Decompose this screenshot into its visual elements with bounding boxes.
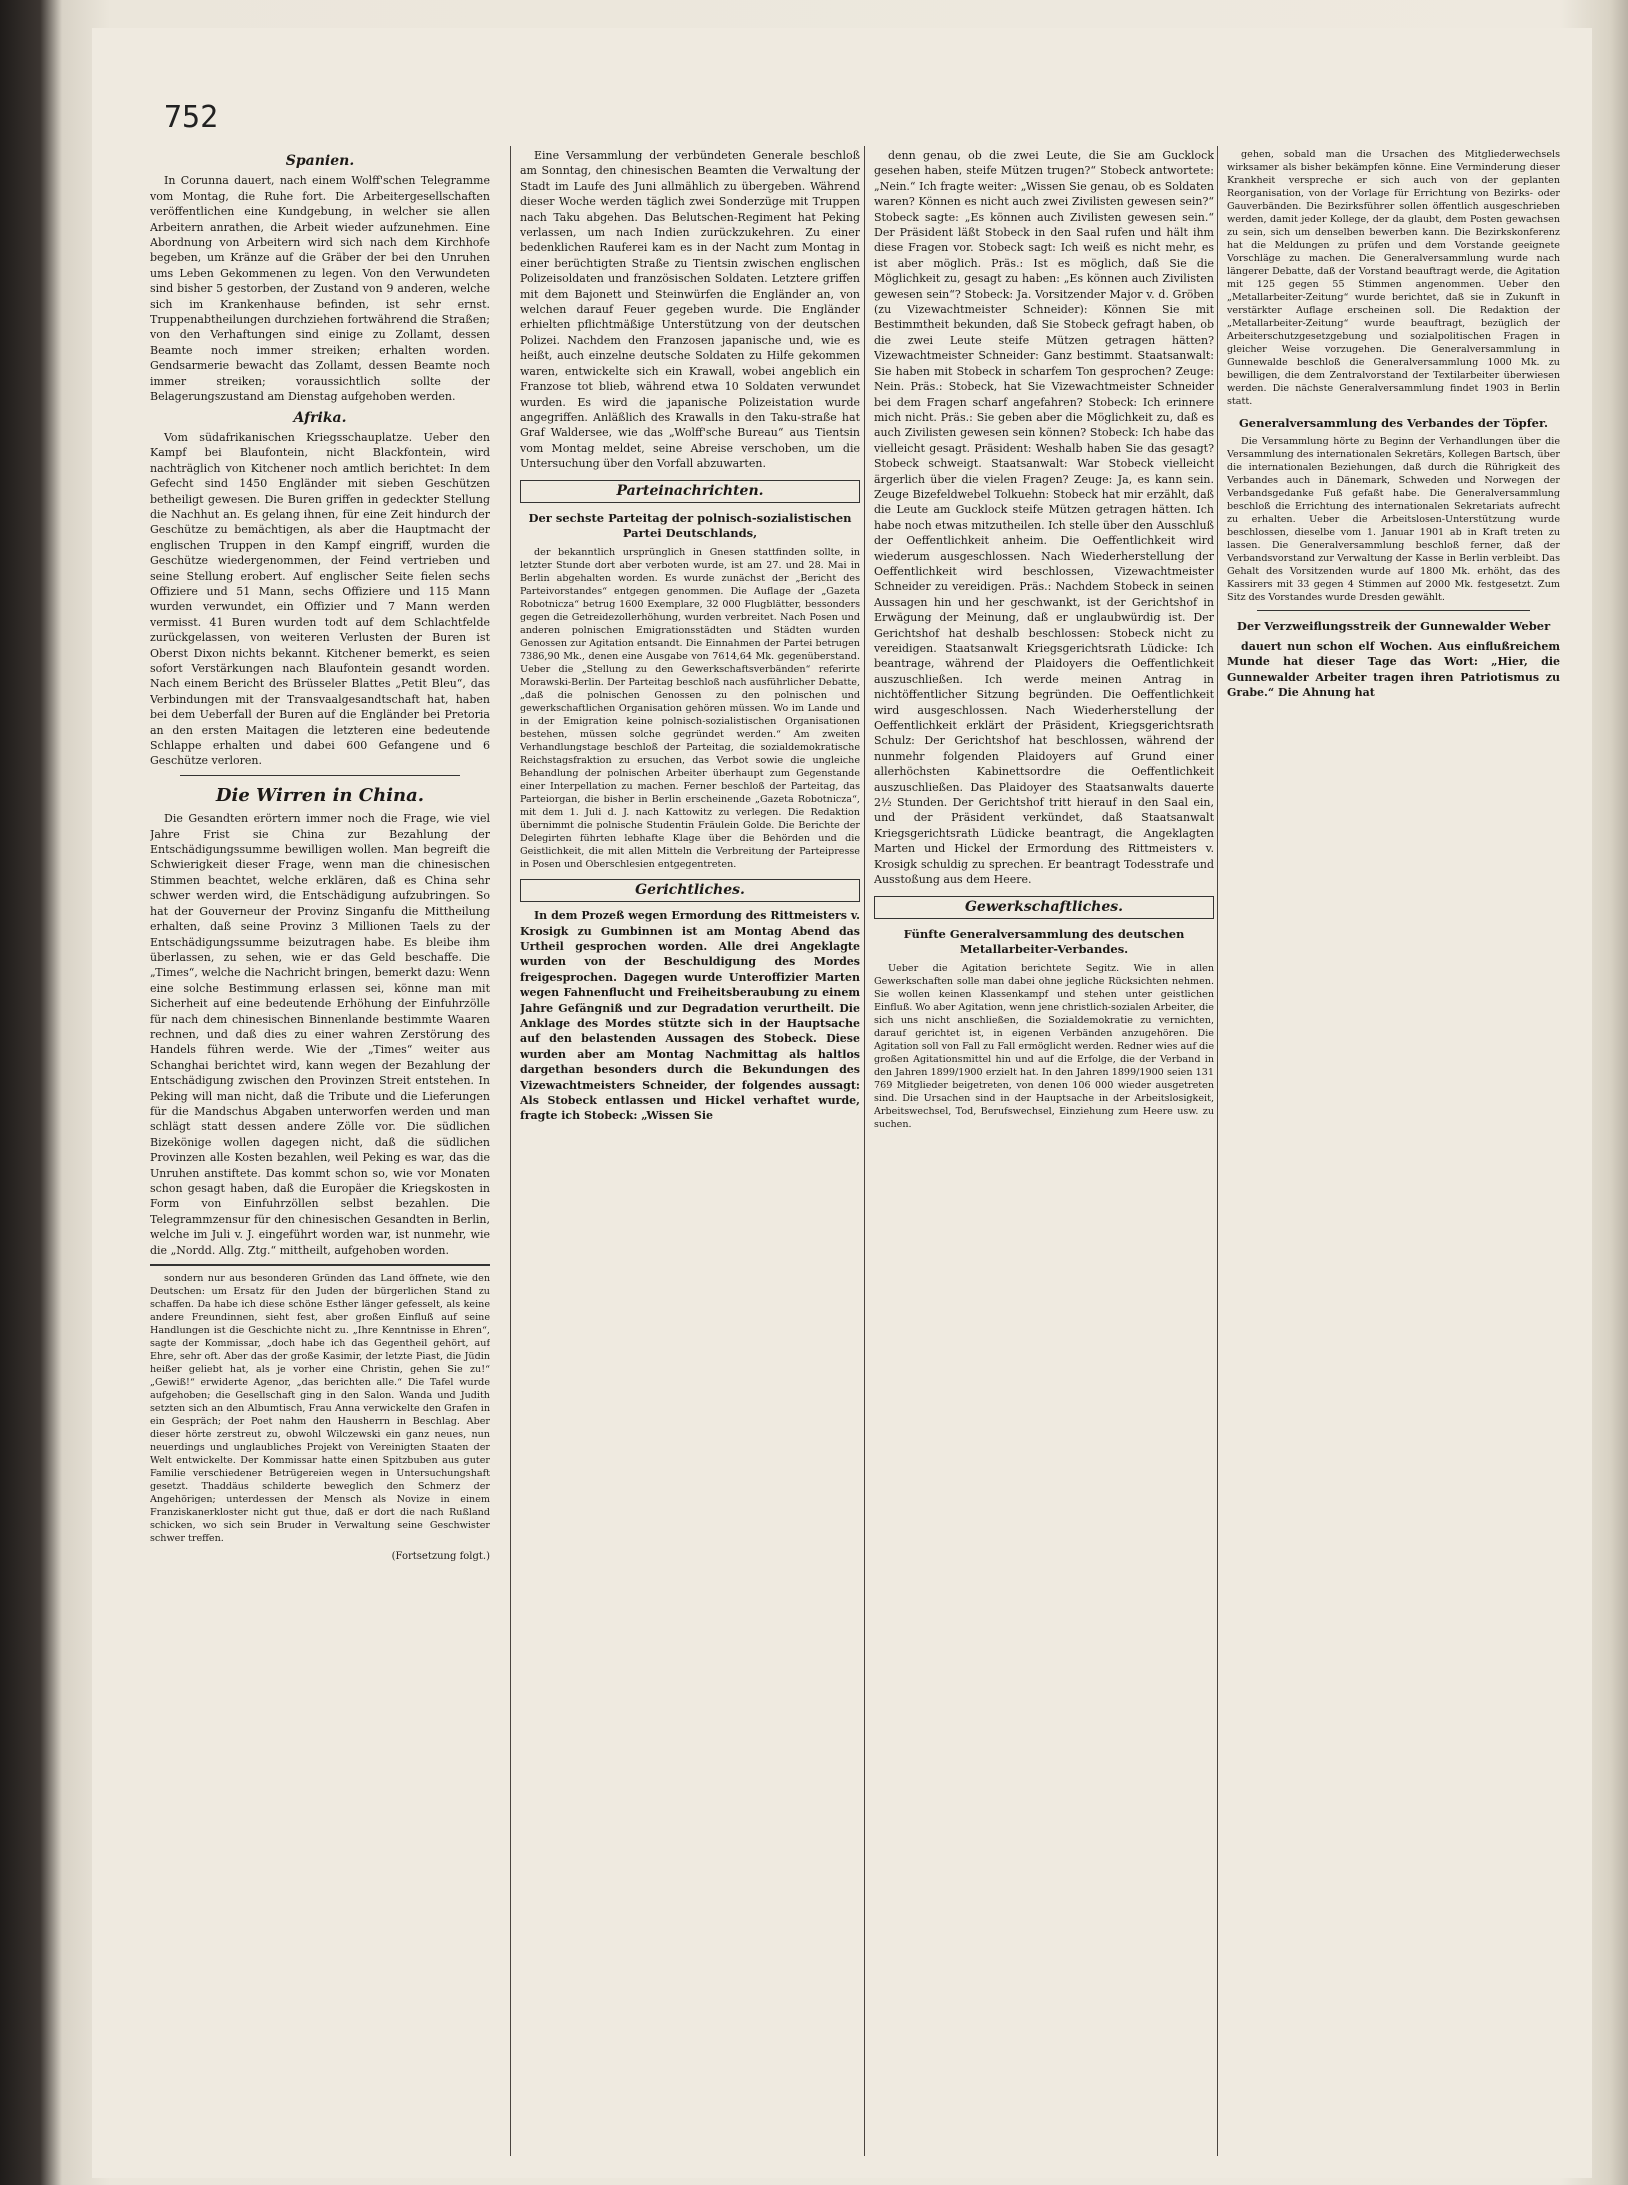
column-2 (520, 148, 860, 2168)
article-prozess-continued: denn genau, ob die zwei Leute, die Sie am Gucklock gesehen haben, steife Mützen trugen?“ Stobeck antwortete: „Nein.“ Ich fragte weiter: „Wissen Sie genau, ob es Soldaten waren? Können es nicht auch zwei Zivilisten gewesen sein?“ Stobeck sagte: „Es können auch Zivilisten gewesen sein.“ Der Präsident läßt Stobeck in den Saal rufen und hält ihm diese Fragen vor. Stobeck sagt: Ich weiß es nicht mehr, es ist aber möglich. Präs.: Ist es möglich, daß Sie die Möglichkeit zu, gesagt zu haben: „Es können auch Zivilisten gewesen sein“? Stobeck: Ja. Vorsitzender Major v. d. Gröben (zu Vizewachtmeister Schneider): Können Sie mit Bestimmtheit bekunden, daß Sie Stobeck gefragt haben, ob die zwei Leute steife Mützen getragen hätten? Vizewachtmeister Schneider: Ganz bestimmt. Staatsanwalt: Sie haben mit Stobeck in scharfem Ton gesprochen? Zeuge: Nein. Präs.: Stobeck, hat Sie Vizewachtmeister Schneider bei dem Fragen scharf angefahren? Stobeck: Ich erinnere mich nicht. Präs.: Sie geben aber die Möglichkeit zu, daß es auch Zivilisten gewesen sein können? Stobeck: Ich habe das vielleicht gesagt. Präsident: Weshalb haben Sie das gesagt? Stobeck schweigt. Staatsanwalt: War Stobeck vielleicht ärgerlich über die vielen Fragen? Zeuge: Ja, es kann sein. Zeuge Bizefeldwebel Tolkuehn: Stobeck hat mir erzählt, daß die Leute am Gucklock steife Mützen getragen hätten. Ich habe noch etwas mitzutheilen. Ich stelle über den Ausschluß der Oeffentlichkeit anheim. Die Oeffentlichkeit wird wiederum ausgeschlossen. Nach Wiederherstellung der Oeffentlichkeit wird beschlossen, Vizewachtmeister Schneider zu vereidigen. Präs.: Nachdem Stobeck in seinen Aussagen hin und her geschwankt, ist der Gerichtshof in Erwägung der Meinung, daß er unglaubwürdig ist. Der Gerichtshof hat deshalb beschlossen: Stobeck nicht zu vereidigen. Staatsanwalt Kriegsgerichtsrath Lüdicke: Ich beantrage, während der Plaidoyers die Oeffentlichkeit auszuschließen. Ich werde meinen Antrag in nichtöffentlicher Sitzung begründen. Die Oeffentlichkeit wird ausgeschlossen. Nach Wiederherstellung der Oeffentlichkeit erklärt der Präsident, Kriegsgerichtsrath Schulz: Der Gerichtshof hat beschlossen, während der nunmehr folgenden Plaidoyers auf Grund einer allerhöchsten Kabinettsordre die Oeffentlichkeit auszuschließen. Das Plaidoyer des Staatsanwalts dauerte 2½ Stunden. Der Gerichtshof tritt hierauf in den Saal ein, und der Präsident verkündet, daß Staatsanwalt Kriegsgerichtsrath Lüdicke beantragt, die Angeklagten Marten und Hickel der Ermordung des Rittmeisters v. Krosigk schuldig zu sprechen. Er beantragt Todesstrafe und Ausstoßung aus dem Heere. (874, 149, 1214, 887)
article-china: Die Gesandten erörtern immer noch die Frage, wie viel Jahre Frist sie China zur Bezahlung der Entschädigungssumme bewilligen wollen. Man begreift die Schwierigkeit dieser Frage, wenn man die chinesischen Stimmen beachtet, welche erklären, daß es China sehr schwer werden wird, die Entschädigung aufzubringen. So hat der Gouverneur der Provinz Singanfu die Mittheilung erhalten, daß seine Provinz 3 Millionen Taels zu der Entschädigungssumme beizutragen habe. Es bleibe ihm überlassen, zu sehen, wie er das Geld beschaffe. Die „Times“, welche die Nachricht bringen, bemerkt dazu: Wenn eine solche Bestimmung erlassen sei, könne man mit Sicherheit auf eine bedeutende Erhöhung der Einfuhrzölle für nach dem chinesischen Binnenlande bestimmte Waaren rechnen, und daß dies zu einer wahren Zerstörung des Handels führen werde. Wie der „Times“ weiter aus Schanghai berichtet wird, kann wegen der Bezahlung der Entschädigung zwischen den Provinzen Streit entstehen. In Peking will man nicht, daß die Tribute und die Lieferungen für die Mandschus Abgaben unterworfen werden und man schlägt statt dessen andere Zölle vor. Die südlichen Bizekönige wollen dagegen nicht, daß die südlichen Provinzen alle Kosten bezahlen, weil Peking es war, das die Unruhen anstiftete. Das kommt schon so, wie vor Monaten schon gesagt haben, daß die Europäer die Kriegskosten in Form von Einfuhrzöllen selbst bezahlen. Die Telegrammzensur für den chinesischen Gesandten in Berlin, welche im Juli v. J. eingeführt worden war, ist nunmehr, wie die „Nordd. Allg. Ztg.“ mittheilt, aufgehoben worden. (150, 812, 490, 1257)
column-3 (874, 148, 1214, 2168)
subheading-weber: Der Verzweiflungsstreik der Gunnewalder Weber (1236, 619, 1551, 634)
article-parteitag: der bekanntlich ursprünglich in Gnesen stattfinden sollte, in letzter Stunde dort aber verboten wurde, ist am 27. und 28. Mai in Berlin abgehalten worden. Es wurde zunächst der „Bericht des Parteivorstandes“ entgegen genommen. Die Auflage der „Gazeta Robotnicza“ betrug 1600 Exemplare, 32 000 Flugblätter, bessonders gegen die Getreidezollerhöhung, wurden verbreitet. Nach Posen und anderen polnischen Emigrationsstädten und Städten wurden Genossen zur Agitation entsandt. Die Einnahmen der Partei betrugen 7386,90 Mk., denen eine Ausgabe von 7614,64 Mk. gegenüberstand. Ueber die „Stellung zu den Gewerkschaftsverbänden“ referirte Morawski-Berlin. Der Parteitag beschloß nach ausführlicher Debatte, „daß die polnischen Genossen zu den polnischen und gewerkschaftlichen Organisation gehören müssen. Wo im Lande und in der Emigration keine polnisch-sozialistischen Organisationen bestehen, müssen solche gegründet werden.“ Am zweiten Verhandlungstage beschloß der Parteitag, die sozialdemokratische Reichstagsfraktion zu ersuchen, das Verbot sowie die ungleiche Behandlung der polnischen Arbeiter überhaupt zum Gegenstande einer Interpellation zu machen. Ferner beschloß der Parteitag, das Parteiorgan, die bisher in Berlin erscheinende „Gazeta Robotnicza“, mit dem 1. Juli d. J. nach Kattowitz zu verlegen. Die Redaktion übernimmt die polnische Studentin Fräulein Golde. Die Berichte der Delegirten führten lebhafte Klage über die Behörden und die Geistlichkeit, die mit allen Mitteln die Verbreitung der Parteipresse in Posen und Oberschlesien entgegentreten. (520, 546, 860, 870)
article-metallarbeiter: Ueber die Agitation berichtete Segitz. Wie in allen Gewerkschaften solle man dabei ohne jegliche Rücksichten nehmen. Sie wollen keinen Klassenkampf und stehen unter geistlichen Einfluß. Wo aber Agitation, wenn jene christlich-sozialen Arbeiter, die sich uns nicht anschließen, die Sozialdemokratie zu vernichten, darauf gerichtet ist, in eigenen Verbänden anzugehören. Die Agitation soll von Fall zu Fall ermöglicht werden. Redner wies auf die großen Agitationsmittel hin und auf die Erfolge, die der Verband in den Jahren 1899/1900 erzielt hat. In den Jahren 1899/1900 seien 131 769 Mitglieder beigetreten, von denen 106 000 wieder ausgetreten sind. Die Ursachen sind in der Hauptsache in der Arbeitslosigkeit, Arbeitswechsel, Tod, Berufswechsel, Einziehung zum Heere usw. zu suchen. (874, 962, 1214, 1130)
column-rule (510, 146, 511, 2156)
column-4 (1227, 148, 1560, 2168)
section-heading-gewerkschaftliches: Gewerkschaftliches. (874, 896, 1214, 919)
feuilleton-text: sondern nur aus besonderen Gründen das Land öffnete, wie den Deutschen: um Ersatz für den Juden der bürgerlichen Stand zu schaffen. Da habe ich diese schöne Esther länger gefesselt, als keine andere Freundinnen, sieht fest, aber großen Einfluß auf seine Handlungen ist die Geschichte nicht zu. „Ihre Kenntnisse in Ehren“, sagte der Kommissar, „doch habe ich das Gegentheil gehört, auf Ehre, sehr oft. Aber das der große Kasimir, der letzte Piast, die Jüdin heißer geliebt hat, als je vorher eine Christin, gehen Sie zu!“ „Gewiß!“ erwiderte Agenor, „das berichten alle.“ Die Tafel wurde aufgehoben; die Gesellschaft ging in den Salon. Wanda und Judith setzten sich an den Albumtisch, Frau Anna verwickelte den Grafen in ein Gespräch; der Poet nahm den Hausherrn in Beschlag. Aber dieser hörte zerstreut zu, obwohl Wilczewski ein ganz neues, nun neuerdings und unglaubliches Projekt von Vereinigten Staaten der Welt entwickelte. Der Kommissar hatte einen Spitzbuben aus guter Familie verschiedener Betrügereien wegen in Untersuchungshaft gesetzt. Thaddäus schilderte beweglich den Schmerz der Angehörigen; unterdessen der Mensch als Novize in einem Franziskanerkloster nicht gut thue, daß er dort die nach Rußland schicken, wo sich sein Bruder in Verwaltung seine Geschwister schwer treffen. (150, 1273, 490, 1545)
section-heading-spanien: Spanien. (285, 153, 355, 169)
article-weber: dauert nun schon elf Wochen. Aus einflußreichem Munde hat dieser Tage das Wort: „Hier, die Gunnewalder Arbeiter tragen ihren Patriotismus zu Grabe.“ Die Ahnung hat (1227, 639, 1560, 700)
article-toepfer: Die Versammlung hörte zu Beginn der Verhandlungen über die Versammlung des internationalen Sekretärs, Kollegen Bartsch, über die internationalen Beziehungen, daß durch die Rührigkeit des Verbandes auch in Dänemark, Schweden und Norwegen der Verbandsgedanke Fuß gefaßt habe. Die Generalversammlung beschloß die Errichtung des internationalen Sekretariats aufrecht zu erhalten. Ueber die Arbeitslosen-Unterstützung wurde beschlossen, dieselbe vom 1. Januar 1901 ab in Kraft treten zu lassen. Die Generalversammlung beschloß ferner, daß der Verbandsvorstand zur Verwaltung der Kasse in Berlin verbleibt. Das Gehalt des Vorsitzenden wurde auf 1800 Mk. erhöht, das des Kassirers mit 33 gegen 4 Stimmen auf 2000 Mk. festgesetzt. Zum Sitz des Vorstandes wurde Dresden gewählt. (1227, 436, 1560, 604)
newspaper-page (92, 28, 1592, 2178)
subheading-parteitag: Der sechste Parteitag der polnisch-sozialistischen Partei Deutschlands, (528, 510, 852, 541)
section-heading-gerichtliches: Gerichtliches. (520, 879, 860, 902)
article-spanien: In Corunna dauert, nach einem Wolff'schen Telegramme vom Montag, die Ruhe fort. Die Arbeitergesellschaften veröffentlichen eine Kundgebung, in welcher sie allen Arbeitern anrathen, die Arbeit wieder aufzunehmen. Eine Abordnung von Arbeitern wird sich nach dem Kirchhofe begeben, um Kränze auf die Gräber der bei den Unruhen ums Leben Gekommenen zu legen. Von den Verwundeten sind bisher 5 gestorben, der Zustand von 9 anderen, welche sich im Krankenhause befinden, ist sehr ernst. Truppenabtheilungen durchziehen fortwährend die Straßen; von den Verhaftungen sind einige zu Zollamt, dessen Beamte noch immer streiken; erhalten worden. Gendsarmerie bewacht das Zollamt, dessen Beamte noch immer streiken; voraussichtlich sollte der Belagerungszustand am Dienstag aufgehoben werden. (150, 174, 490, 404)
section-heading-afrika: Afrika. (293, 409, 347, 426)
subheading-metallarbeiter: Fünfte Generalversammlung des deutschen Metallarbeiter-Verbandes. (903, 926, 1185, 957)
feuilleton-divider (150, 1264, 490, 1266)
article-metallarbeiter-continued: gehen, sobald man die Ursachen des Mitgliederwechsels wirksamer als bisher bekämpfen könne. Eine Verminderung dieser Krankheit verspreche er sich auch von der geplanten Reorganisation, von der Vorlage für Errichtung von Bezirks- oder Gauverbänden. Die Bezirksführer sollen öffentlich ausgeschrieben werden, damit jeder Kollege, der da glaubt, dem Posten gewachsen zu sein, sich um denselben bewerben kann. Die Bezirkskonferenz hat die Meldungen zu prüfen und dem Vorstande geeignete Vorschläge zu machen. Die Generalversammlung wurde nach längerer Debatte, daß der Vorstand beauftragt werde, die Agitation mit 125 gegen 55 Stimmen angenommen. Ueber den „Metallarbeiter-Zeitung“ wurde berichtet, daß sie in Zukunft in verstärkter Auflage erscheinen soll. Die Redaktion der „Metallarbeiter-Zeitung“ wurde beauftragt, bezüglich der Arbeiterschutzgesetzgebung und sozialpolitischen Fragen in gleicher Weise vorzugehen. Die Generalversammlung in Gunnewalde beschloß die Generalversammlung 1000 Mk. zu bewilligen, die dem Zentralvorstand der Textilarbeiter überwiesen werden. Die nächste Generalversammlung findet 1903 in Berlin statt. (1227, 149, 1560, 407)
section-heading-china: Die Wirren in China. (215, 784, 425, 806)
column-rule (1217, 146, 1218, 2156)
subheading-toepfer: Generalversammlung des Verbandes der Töpfer. (1238, 416, 1548, 430)
continued-note: (Fortsetzung folgt.) (391, 1551, 490, 1563)
article-china-continued: Eine Versammlung der verbündeten Generale beschloß am Sonntag, den chinesischen Beamten die Verwaltung der Stadt im Laufe des Juni allmählich zu übergeben. Während dieser Woche werden täglich zwei Sonderzüge mit Truppen nach Taku abgehen. Das Belutschen-Regiment hat Peking verlassen, um nach Indien zurückzukehren. Zu einer bedenklichen Rauferei kam es in der Nacht zum Montag in einer berüchtigten Straße zu Tientsin zwischen englischen Polizeisoldaten und französischen Soldaten. Letztere griffen mit dem Bajonett und Steinwürfen die Engländer an, von welchen darauf Feuer gegeben wurde. Die Engländer erhielten pflichtmäßige Unterstützung von der deutschen Polizei. Nachdem den Franzosen japanische und, wie es heißt, auch einzelne deutsche Soldaten zu Hilfe gekommen waren, entwickelte sich ein Krawall, wobei angeblich ein Franzose tot blieb, während etwa 10 Soldaten verwundet wurden. Es wird die japanische Polizeistation wurde angegriffen. Anläßlich des Krawalls in den Taku-straße hat Graf Waldersee, wie das „Wolff'sche Bureau“ aus Tientsin vom Montag meldet, seine Abreise verschoben, um die Untersuchung über den Vorfall abzuwarten. (520, 149, 860, 471)
section-heading-parteinachrichten: Parteinachrichten. (520, 480, 860, 503)
section-divider (1257, 610, 1530, 611)
article-gerichtliches: In dem Prozeß wegen Ermordung des Rittmeisters v. Krosigk zu Gumbinnen ist am Montag Abend das Urtheil gesprochen worden. Alle drei Angeklagte wurden von der Beschuldigung des Mordes freigesprochen. Dagegen wurde Unteroffizier Marten wegen Fahnenflucht und Freiheitsberaubung zu einem Jahre Gefängniß und zur Degradation verurtheilt. Die Anklage des Mordes stützte sich in der Hauptsache auf den belastenden Aussagen des Stobeck. Diese wurden aber am Montag Nachmittag als haltlos dargethan besonders durch die Bekundungen des Vizewachtmeisters Schneider, der folgendes aussagt: Als Stobeck entlassen und Hickel verhaftet wurde, fragte ich Stobeck: „Wissen Sie (520, 909, 860, 1123)
column-rule (864, 146, 865, 2156)
column-1 (150, 148, 490, 2168)
page-number: 752 (164, 100, 219, 135)
section-divider (180, 775, 460, 776)
article-afrika: Vom südafrikanischen Kriegsschauplatze. Ueber den Kampf bei Blaufontein, nicht Blackfontein, wird nachträglich von Kitchener noch amtlich berichtet: In dem Gefecht sind 1450 Engländer mit sieben Geschützen betheiligt gewesen. Die Buren griffen in gedeckter Stellung die Nachhut an. Es gelang ihnen, für eine Zeit hindurch der Geschütze zu bemächtigen, als aber die Hauptmacht der englischen Truppen in den Kampf eingriff, wurden die Geschütze wiedergenommen, der Feind vertrieben und seine Stellung erobert. Auf englischer Seite fielen sechs Offiziere und 51 Mann, sechs Offiziere und 115 Mann wurden verwundet, ein Offizier und 7 Mann werden vermisst. 41 Buren wurden todt auf dem Schlachtfelde zurückgelassen, von weiteren Verlusten der Buren ist Oberst Dixon nichts bekannt. Kitchener bemerkt, es seien sofort Verstärkungen nach Blaufontein gesandt worden. Nach einem Bericht des Brüsseler Blattes „Petit Bleu“, das Verbindungen mit der Transvaalgesandtschaft hat, haben bei dem Ueberfall der Buren auf die Engländer bei Pretoria an den ersten Maitagen die letzteren eine bedeutende Schlappe erhalten und dabei 600 Gefangene und 6 Geschütze verloren. (150, 430, 490, 768)
